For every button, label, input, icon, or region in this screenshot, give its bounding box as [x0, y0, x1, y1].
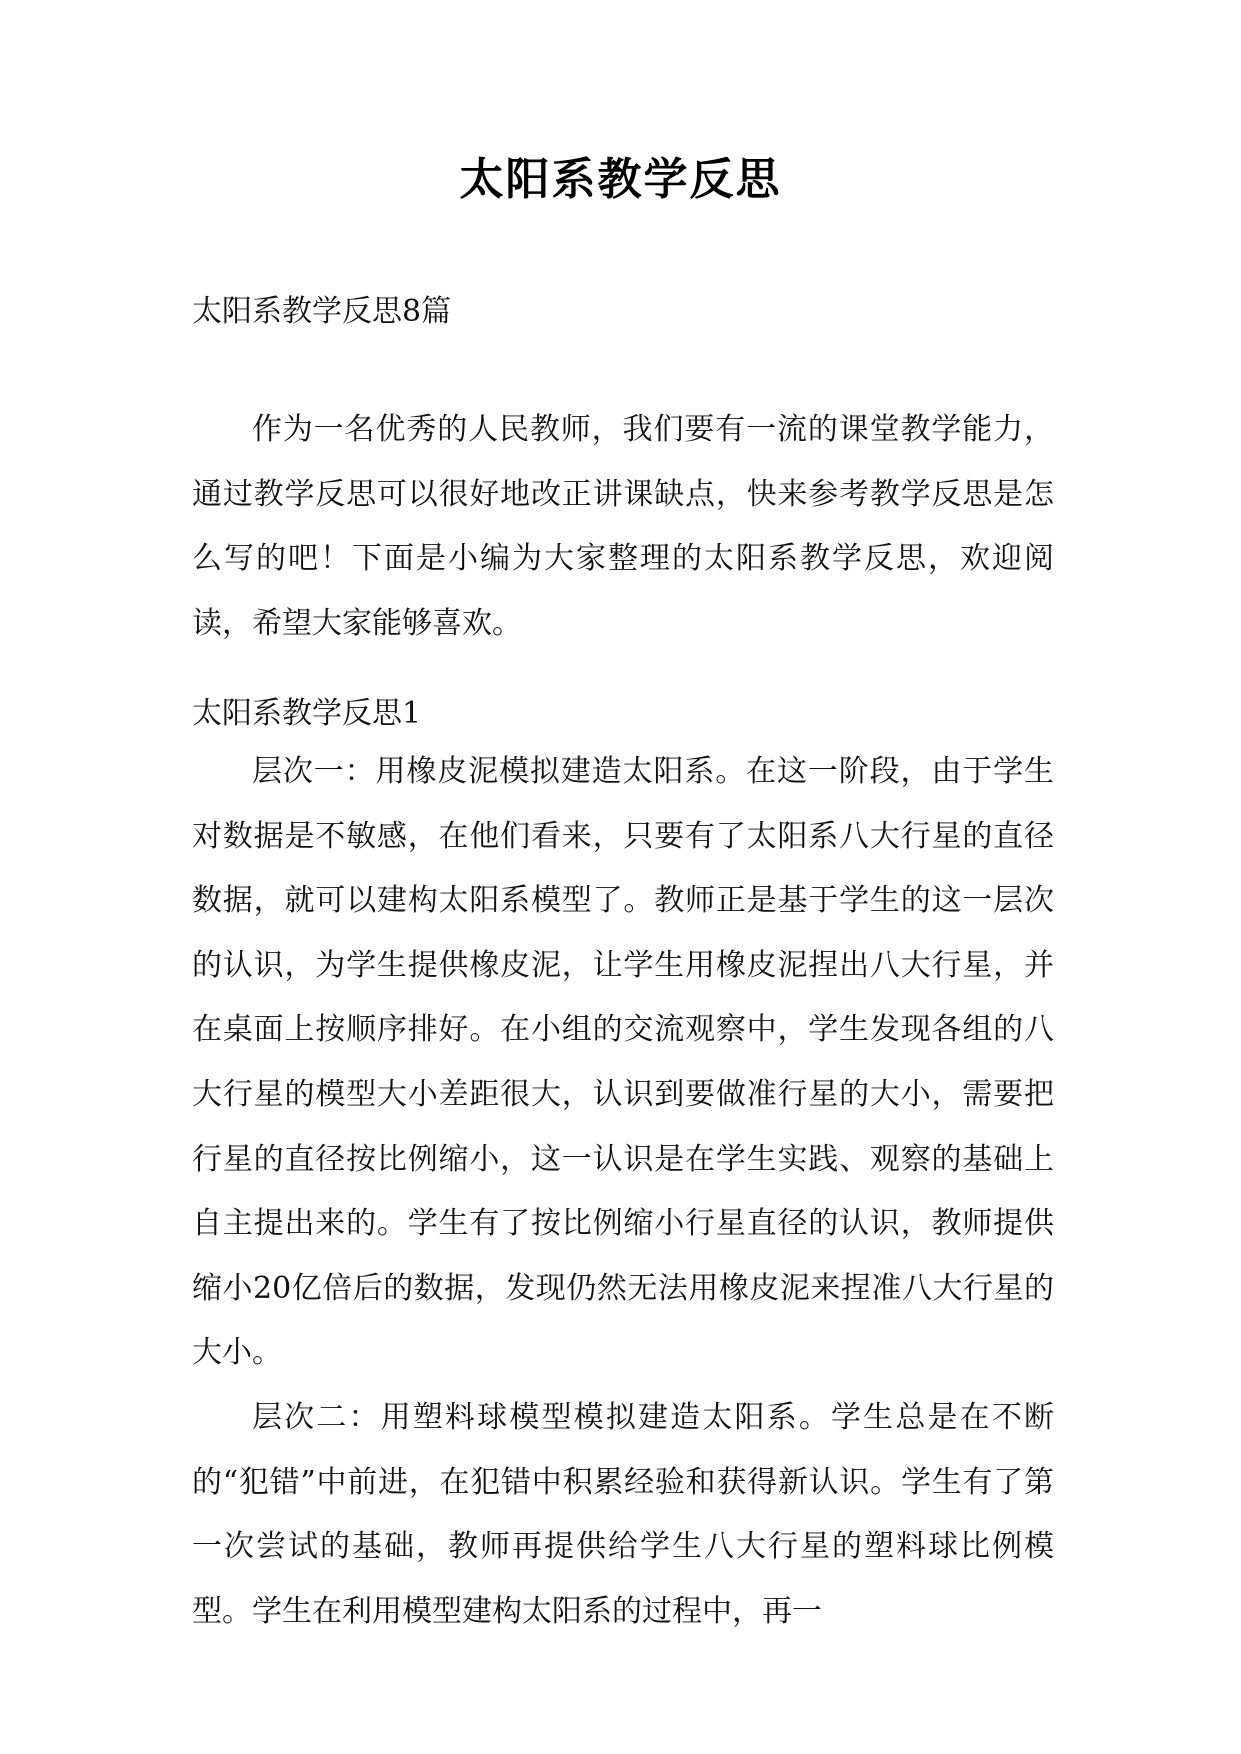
document-title: 太阳系教学反思	[459, 154, 782, 205]
section-paragraph: 层次二：用塑料球模型模拟建造太阳系。学生总是在不断的“犯错”中前进，在犯错中积累经验和获得新认识。学生有了第一次尝试的基础，教师再提供给学生八大行星的塑料球比例模型。学生在利用模型建构太阳系的过程中，再一	[192, 1399, 1054, 1629]
intro-paragraph: 作为一名优秀的人民教师，我们要有一流的课堂教学能力，通过教学反思可以很好地改正讲课缺点，快来参考教学反思是怎么写的吧！下面是小编为大家整理的太阳系教学反思，欢迎阅读，希望大家能够喜欢。	[192, 412, 1054, 641]
section-heading: 太阳系教学反思1	[192, 696, 422, 731]
intro-block	[192, 398, 1054, 656]
document-subtitle: 太阳系教学反思8篇	[192, 294, 452, 329]
section-1	[192, 688, 1054, 1644]
section-paragraph: 层次一：用橡皮泥模拟建造太阳系。在这一阶段，由于学生对数据是不敏感，在他们看来，只要有了太阳系八大行星的直径数据，就可以建构太阳系模型了。教师正是基于学生的这一层次的认识，为学生提供橡皮泥，让学生用橡皮泥捏出八大行星，并在桌面上按顺序排好。在小组的交流观察中，学生发现各组的八大行星的模型大小差距很大，认识到要做准行星的大小，需要把行星的直径按比例缩小，这一认识是在学生实践、观察的基础上自主提出来的。学生有了按比例缩小行星直径的认识，教师提供缩小20亿倍后的数据，发现仍然无法用橡皮泥来捏准八大行星的大小。	[192, 754, 1054, 1371]
